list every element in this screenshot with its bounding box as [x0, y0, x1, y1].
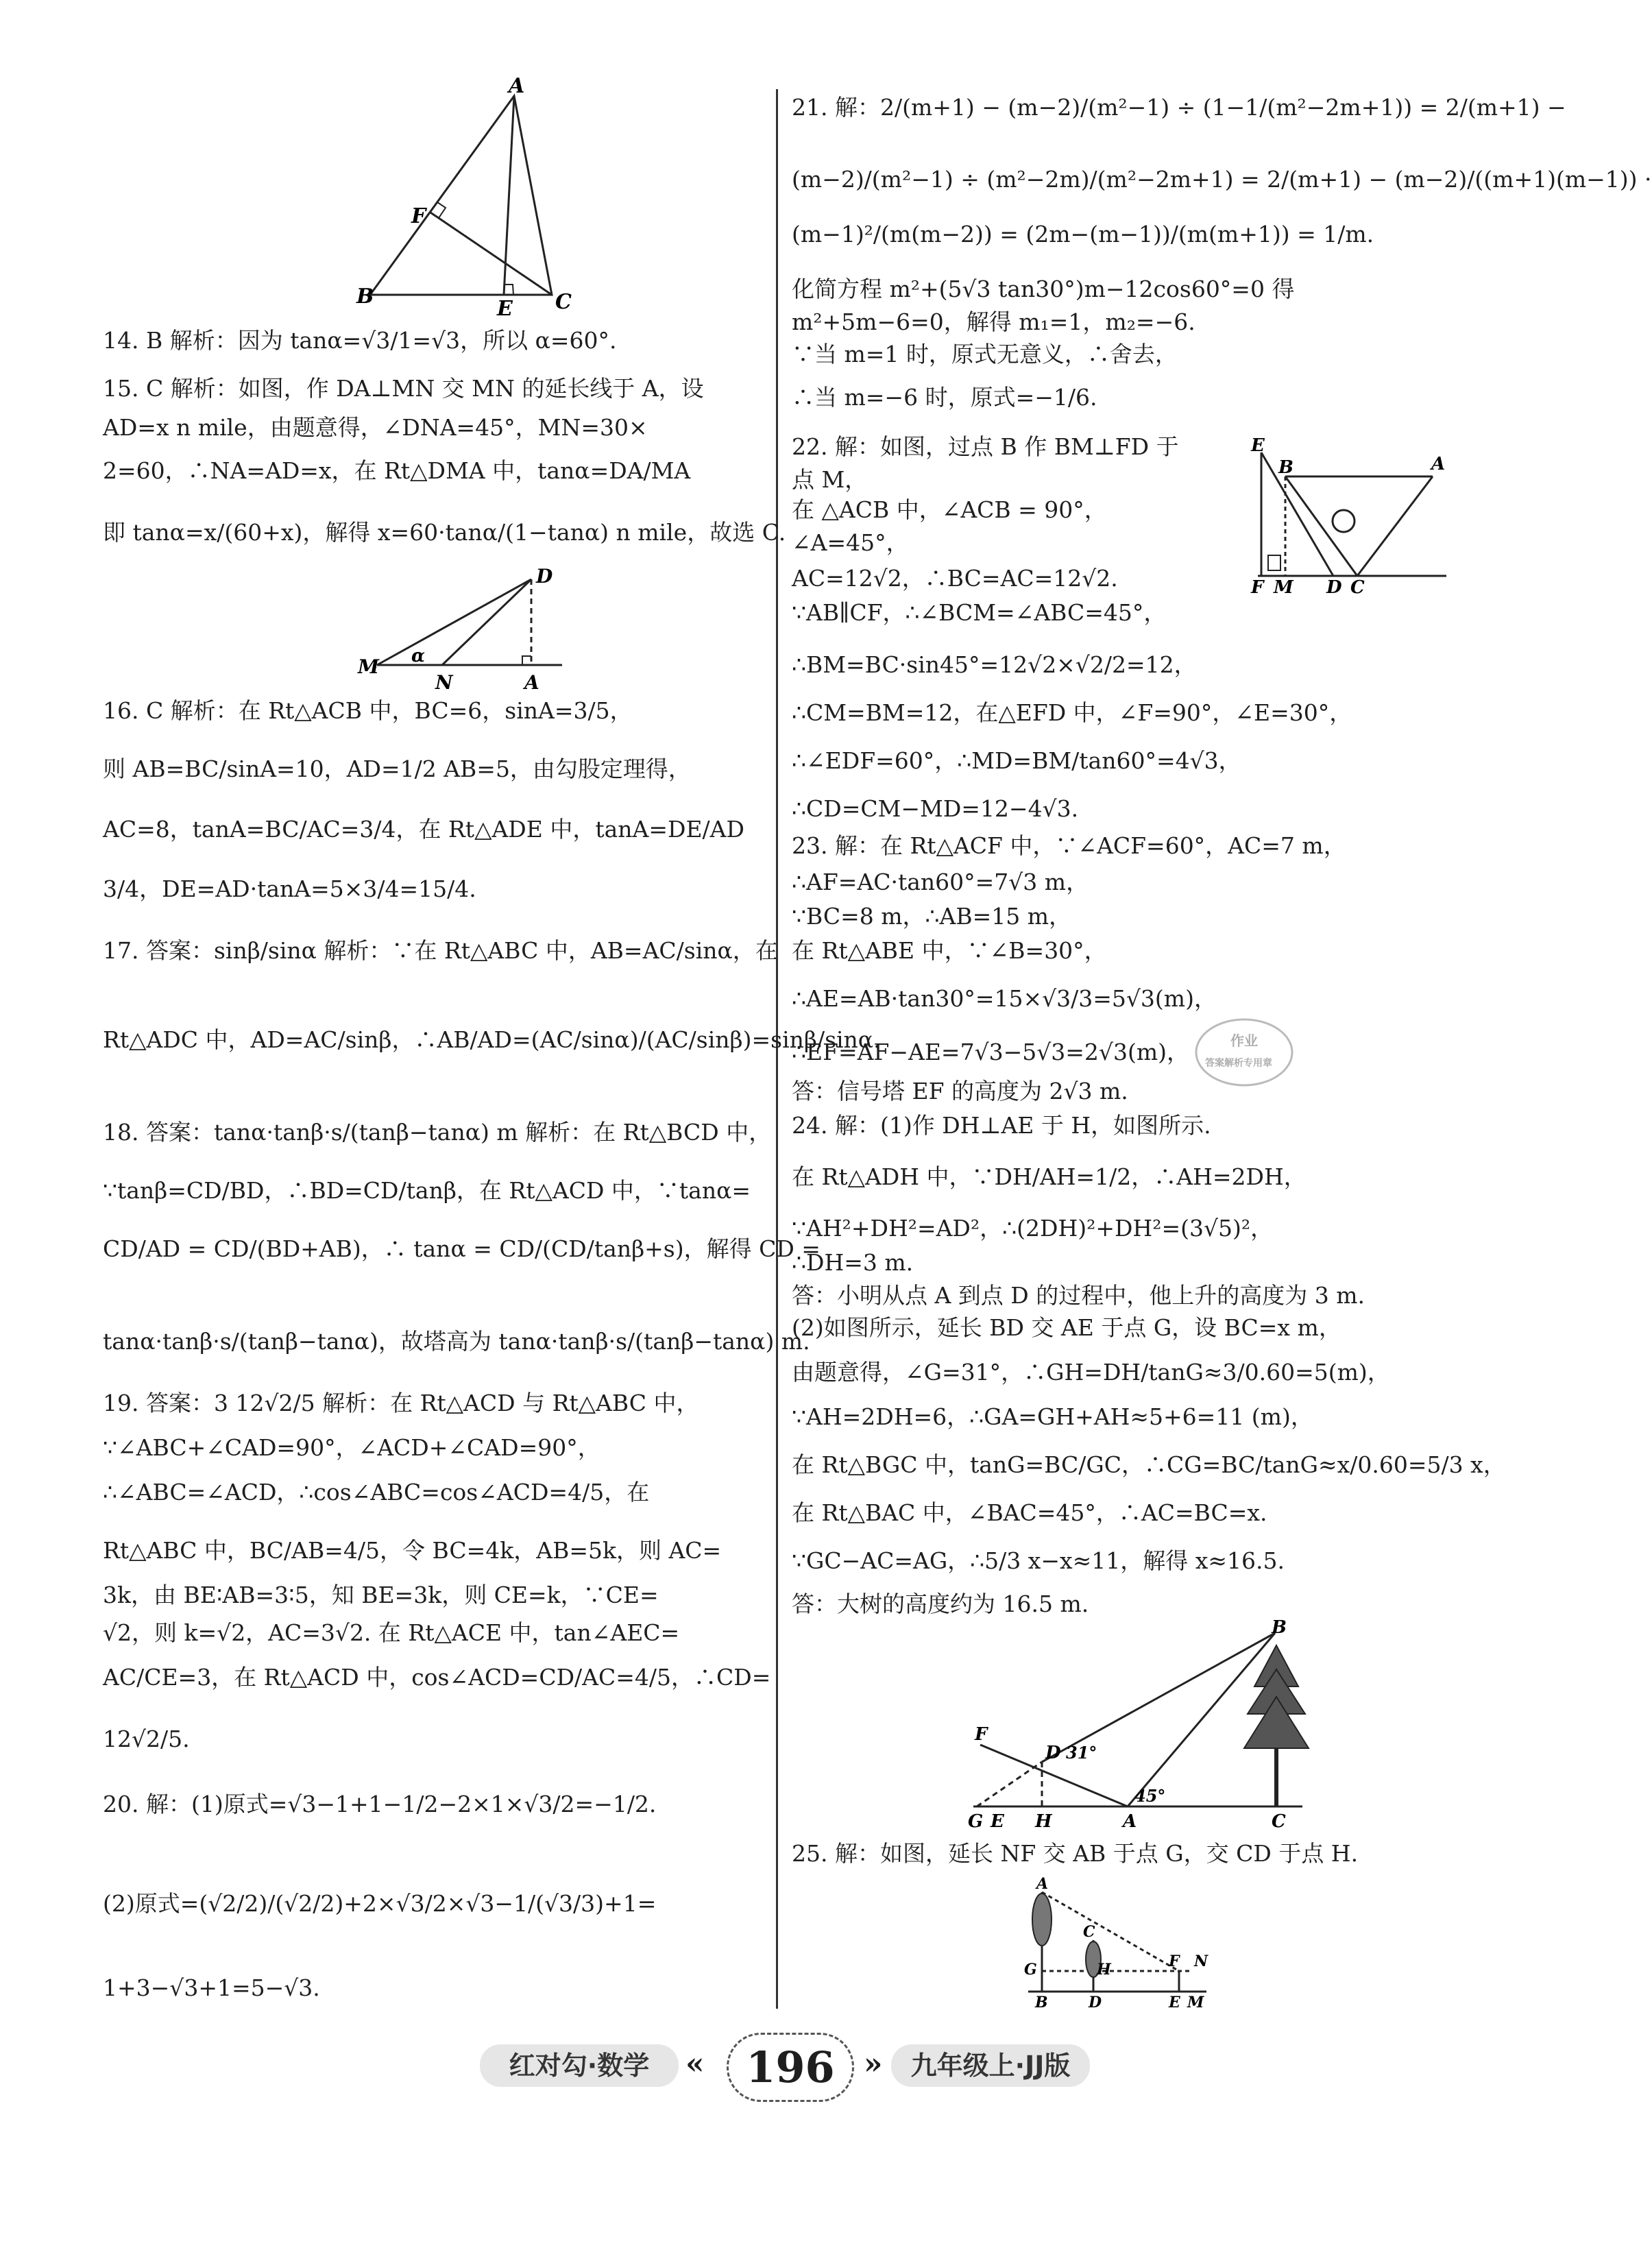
text-line: CD/AD = CD/(BD+AB)，∴ tanα = CD/(CD/tanβ+s)，解得 CD = — [103, 1235, 821, 1262]
label-D: D — [536, 565, 553, 588]
label-D: D — [1045, 1743, 1061, 1763]
text-line: ∴BM=BC·sin45°=12√2×√2/2=12， — [792, 651, 1197, 678]
text-line: 在 Rt△ADH 中，∵DH/AH=1/2，∴AH=2DH， — [792, 1163, 1307, 1190]
text-line: ∠A=45°， — [792, 529, 909, 556]
text-line: 15. C 解析：如图，作 DA⊥MN 交 MN 的延长线于 A，设 — [103, 375, 704, 402]
figure-tree-slope — [960, 1617, 1330, 1832]
text-line: 在 Rt△BGC 中，tanG=BC/GC，∴CG=BC/tanG≈x/0.60=5/3 x， — [792, 1451, 1506, 1478]
footer-grade-edition: 九年级上·JJ版 — [891, 2044, 1090, 2087]
figure-set-squares — [1248, 435, 1453, 598]
label-D: D — [1326, 577, 1342, 598]
text-line: ∴当 m=−6 时，原式=−1/6. — [792, 384, 1097, 411]
label-M: M — [1187, 1994, 1204, 2011]
text-line: ∵∠ABC+∠CAD=90°，∠ACD+∠CAD=90°， — [103, 1434, 600, 1461]
label-D: D — [1089, 1994, 1102, 2011]
text-line: AC/CE=3，在 Rt△ACD 中，cos∠ACD=CD/AC=4/5，∴CD= — [103, 1664, 771, 1691]
text-line: 24. 解：(1)作 DH⊥AE 于 H，如图所示. — [792, 1112, 1211, 1139]
label-F: F — [975, 1724, 988, 1745]
label-A: A — [1123, 1811, 1137, 1832]
text-line: ∴AF=AC·tan60°=7√3 m， — [792, 869, 1089, 895]
label-F: F — [1169, 1952, 1180, 1970]
text-line: ∴DH=3 m. — [792, 1249, 914, 1276]
text-line: 化简方程 m²+(5√3 tan30°)m−12cos60°=0 得 — [792, 276, 1295, 302]
text-line: 在 Rt△BAC 中，∠BAC=45°，∴AC=BC=x. — [792, 1499, 1267, 1526]
text-line: ∴AE=AB·tan30°=15×√3/3=5√3(m)， — [792, 985, 1217, 1012]
label-C: C — [1350, 577, 1365, 598]
text-line: 17. 答案：sinβ/sinα 解析：∵在 Rt△ABC 中，AB=AC/sinα，在 — [103, 937, 778, 964]
label-A: A — [1036, 1875, 1049, 1893]
label-E: E — [1169, 1994, 1180, 2011]
text-line: ∵当 m=1 时，原式无意义，∴舍去， — [792, 341, 1178, 367]
text-line: AD=x n mile，由题意得，∠DNA=45°，MN=30× — [103, 414, 648, 441]
footer-close-quote: » — [864, 2046, 883, 2081]
text-line: AC=8，tanA=BC/AC=3/4，在 Rt△ADE 中，tanA=DE/AD — [103, 816, 744, 843]
stamp-line1: 作业 — [1230, 1032, 1258, 1049]
text-line: 1+3−√3+1=5−√3. — [103, 1974, 320, 2001]
text-line: 在 △ACB 中，∠ACB = 90°， — [792, 496, 1107, 523]
label-N: N — [1194, 1952, 1208, 1970]
text-line: √2，则 k=√2，AC=3√2. 在 Rt△ACE 中，tan∠AEC= — [103, 1619, 680, 1646]
text-line: tanα·tanβ·s/(tanβ−tanα)，故塔高为 tanα·tanβ·s/(tanβ−tanα) m. — [103, 1328, 810, 1355]
text-line: ∵tanβ=CD/BD，∴BD=CD/tanβ，在 Rt△ACD 中，∵tanα= — [103, 1177, 751, 1204]
label-E: E — [991, 1811, 1004, 1832]
footer-open-quote: « — [685, 2046, 705, 2081]
text-line: 12√2/5. — [103, 1726, 190, 1752]
angle-45: 45° — [1134, 1786, 1166, 1806]
text-line: 19. 答案：3 12√2/5 解析：在 Rt△ACD 与 Rt△ABC 中， — [103, 1390, 699, 1416]
footer-book-title: 红对勾·数学 — [480, 2044, 679, 2087]
text-line: (2)原式=(√2/2)/(√2/2)+2×√3/2×√3−1/(√3/3)+1= — [103, 1890, 657, 1917]
text-line: Rt△ADC 中，AD=AC/sinβ，∴AB/AD=(AC/sinα)/(AC/sinβ)=sinβ/sinα. — [103, 1026, 881, 1053]
text-line: 25. 解：如图，延长 NF 交 AB 于点 G，交 CD 于点 H. — [792, 1840, 1359, 1867]
text-line: (m−2)/(m²−1) ÷ (m²−2m)/(m²−2m+1) = 2/(m+1) − (m−2)/((m+1)(m−1)) · — [792, 166, 1652, 193]
text-line: 21. 解：2/(m+1) − (m−2)/(m²−1) ÷ (1−1/(m²−2m+1)) = 2/(m+1) − — [792, 94, 1566, 121]
text-line: 即 tanα=x/(60+x)，解得 x=60·tanα/(1−tanα) n mile，故选 C. — [103, 519, 786, 546]
answer-stamp — [1193, 1015, 1296, 1090]
text-line: ∴EF=AF−AE=7√3−5√3=2√3(m)， — [792, 1039, 1189, 1065]
label-E: E — [497, 297, 513, 321]
text-line: ∴∠ABC=∠ACD，∴cos∠ABC=cos∠ACD=4/5，在 — [103, 1479, 650, 1506]
text-line: 答：大树的高度约为 16.5 m. — [792, 1591, 1089, 1617]
figure-mna — [356, 565, 576, 694]
label-N: N — [435, 671, 453, 694]
label-M: M — [358, 655, 379, 678]
text-line: 18. 答案：tanα·tanβ·s/(tanβ−tanα) m 解析：在 Rt△BCD 中， — [103, 1119, 772, 1146]
text-line: m²+5m−6=0，解得 m₁=1，m₂=−6. — [792, 309, 1195, 335]
label-F: F — [1251, 577, 1264, 598]
text-line: 由题意得，∠G=31°，∴GH=DH/tanG≈3/0.60=5(m)， — [792, 1359, 1390, 1386]
text-line: ∵AH=2DH=6，∴GA=GH+AH≈5+6=11 (m)， — [792, 1403, 1313, 1430]
figure-two-trees — [1015, 1875, 1220, 2011]
label-M: M — [1274, 577, 1293, 598]
text-line: 答：信号塔 EF 的高度为 2√3 m. — [792, 1078, 1128, 1104]
text-line: 23. 解：在 Rt△ACF 中，∵∠ACF=60°，AC=7 m， — [792, 832, 1346, 859]
text-line: Rt△ABC 中，BC/AB=4/5，令 BC=4k，AB=5k，则 AC= — [103, 1537, 722, 1564]
text-line: 20. 解：(1)原式=√3−1+1−1/2−2×1×√3/2=−1/2. — [103, 1791, 657, 1817]
text-line: ∴∠EDF=60°，∴MD=BM/tan60°=4√3， — [792, 747, 1241, 774]
text-line: 2=60，∴NA=AD=x，在 Rt△DMA 中，tanα=DA/MA — [103, 457, 691, 484]
label-H: H — [1035, 1811, 1052, 1832]
label-alpha: α — [411, 646, 426, 666]
text-line: 答：小明从点 A 到点 D 的过程中，他上升的高度为 3 m. — [792, 1282, 1365, 1309]
text-line: 14. B 解析：因为 tanα=√3/1=√3，所以 α=60°. — [103, 327, 617, 354]
text-line: ∴CD=CM−MD=12−4√3. — [792, 795, 1079, 822]
text-line: ∴CM=BM=12，在△EFD 中，∠F=90°，∠E=30°， — [792, 699, 1352, 726]
text-line: ∵BC=8 m，∴AB=15 m， — [792, 903, 1072, 930]
label-B: B — [1035, 1994, 1048, 2011]
text-line: 点 M， — [792, 466, 868, 493]
text-line: 在 Rt△ABE 中，∵∠B=30°， — [792, 937, 1107, 964]
label-B: B — [356, 285, 374, 309]
text-line: ∵AB∥CF，∴∠BCM=∠ABC=45°， — [792, 599, 1167, 626]
label-F: F — [411, 204, 426, 228]
page-footer — [480, 2029, 1097, 2105]
text-line: AC=12√2，∴BC=AC=12√2. — [792, 565, 1118, 592]
label-C: C — [1083, 1923, 1095, 1941]
label-A: A — [509, 74, 525, 98]
text-line: 则 AB=BC/sinA=10，AD=1/2 AB=5，由勾股定理得， — [103, 755, 691, 782]
text-line: ∵AH²+DH²=AD²，∴(2DH)²+DH²=(3√5)²， — [792, 1215, 1274, 1242]
label-B: B — [1278, 457, 1293, 478]
label-A: A — [1431, 454, 1446, 474]
label-H: H — [1097, 1961, 1111, 1979]
figure-triangle-abc — [356, 74, 576, 321]
text-line: 3k，由 BE∶AB=3∶5，知 BE=3k，则 CE=k，∵CE= — [103, 1582, 659, 1608]
text-line: (2)如图所示，延长 BD 交 AE 于点 G，设 BC=x m， — [792, 1314, 1341, 1341]
text-line: (m−1)²/(m(m−2)) = (2m−(m−1))/(m(m+1)) = 1/m. — [792, 221, 1374, 247]
label-A: A — [524, 671, 539, 694]
label-C: C — [555, 290, 572, 314]
stamp-line2: 答案解析专用章 — [1205, 1058, 1272, 1069]
text-line: 22. 解：如图，过点 B 作 BM⊥FD 于 — [792, 433, 1179, 460]
label-B: B — [1272, 1617, 1287, 1638]
text-line: 16. C 解析：在 Rt△ACB 中，BC=6，sinA=3/5， — [103, 697, 633, 724]
label-G: G — [968, 1811, 984, 1832]
label-C: C — [1272, 1811, 1286, 1832]
angle-31: 31° — [1066, 1743, 1097, 1763]
text-line: ∵GC−AC=AG，∴5/3 x−x≈11，解得 x≈16.5. — [792, 1547, 1285, 1574]
label-G: G — [1024, 1961, 1037, 1979]
label-E: E — [1251, 435, 1265, 456]
page-number: 196 — [727, 2033, 854, 2102]
text-line: 3/4，DE=AD·tanA=5×3/4=15/4. — [103, 875, 476, 902]
